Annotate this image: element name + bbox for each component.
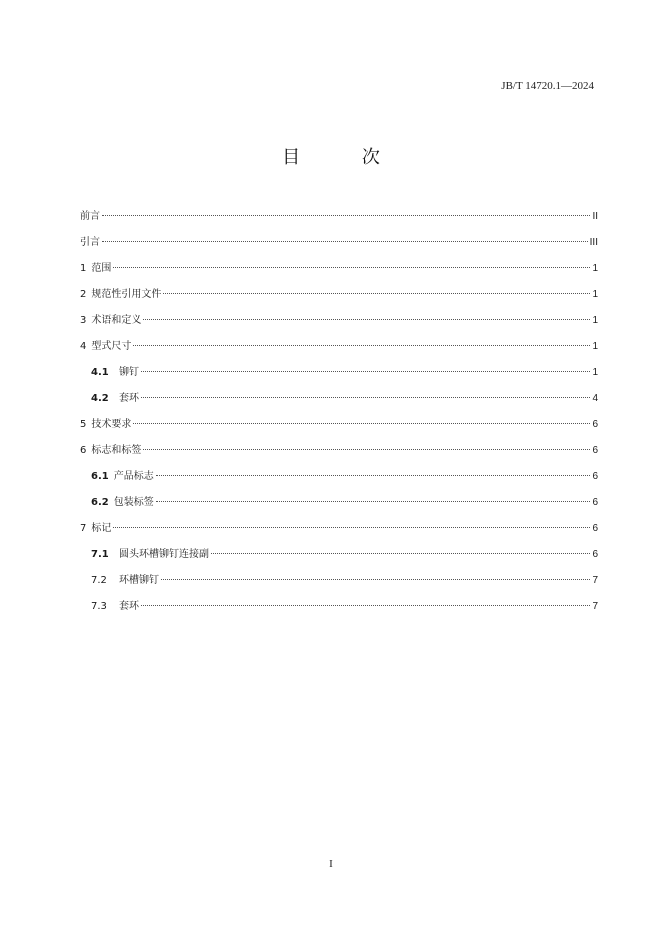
toc-entry-text: 标志和标签 [91,445,142,456]
toc-entry-number: 3 [80,315,87,326]
toc-leader-dots [211,553,590,554]
toc-entry-page: 6 [592,549,598,560]
toc-entry-6-1[interactable] [80,464,598,490]
toc-entry-page: 7 [592,575,598,586]
toc-entry-page: 7 [592,601,598,612]
toc-leader-dots [156,475,591,476]
toc-entry-page: 6 [592,445,598,456]
toc-entry-2[interactable] [80,282,598,308]
document-code: JB/T 14720.1—2024 [501,80,594,92]
toc-leader-dots [156,501,591,502]
toc-entry-text: 标记 [91,523,112,534]
toc-entry-text: 套环 [119,393,139,404]
toc-entry-page: 4 [592,393,598,404]
toc-leader-dots [143,319,590,320]
toc-entry-number: 4 [80,341,87,352]
toc-entry-number: 4.1 [91,367,109,378]
toc-entry-text: 规范性引用文件 [91,289,162,300]
toc-entry-number: 1 [80,263,87,274]
toc-entry-number: 7 [80,523,87,534]
toc-entry-7-1[interactable] [80,542,598,568]
toc-leader-dots [141,605,590,606]
toc-leader-dots [133,345,590,346]
toc-entry-page: 1 [592,367,598,378]
toc-entry-text: 套环 [119,601,139,612]
toc-entry-number: 6.1 [91,471,109,482]
toc-entry-7-3[interactable] [80,594,598,620]
toc-entry-page: III [589,237,598,248]
toc-entry-number: 7.1 [91,549,109,560]
toc-entry-text: 环槽铆钉 [119,575,159,586]
toc-entry-number: 2 [80,289,87,300]
toc-leader-dots [141,397,590,398]
toc-entry-4-1[interactable] [80,360,598,386]
toc-entry-6-2[interactable] [80,490,598,516]
toc-entry-text: 前言 [80,211,100,222]
toc-entry-text: 引言 [80,237,100,248]
page-number: I [329,858,333,870]
toc-entry-page: 1 [592,341,598,352]
toc-entry-text: 产品标志 [113,471,154,482]
toc-entry-number: 5 [80,419,87,430]
toc-entry-number: 7.3 [91,601,107,612]
toc-entry-introduction[interactable] [80,230,598,256]
toc-entry-1[interactable] [80,256,598,282]
toc-entry-page: 1 [592,263,598,274]
toc-entry-5[interactable] [80,412,598,438]
toc-entry-text: 圆头环槽铆钉连接副 [119,549,209,560]
toc-leader-dots [133,423,590,424]
toc-entry-7-2[interactable] [80,568,598,594]
toc-entry-text: 型式尺寸 [91,341,132,352]
toc-list [80,204,598,620]
toc-entry-number: 4.2 [91,393,109,404]
toc-entry-page: 6 [592,497,598,508]
toc-entry-3[interactable] [80,308,598,334]
toc-leader-dots [113,527,590,528]
toc-entry-number: 6 [80,445,87,456]
toc-entry-text: 包装标签 [113,497,154,508]
toc-leader-dots [141,371,590,372]
toc-entry-number: 7.2 [91,575,107,586]
toc-leader-dots [102,241,588,242]
toc-leader-dots [161,579,590,580]
toc-entry-number: 6.2 [91,497,109,508]
toc-title: 目 次 [282,147,408,168]
toc-leader-dots [102,215,590,216]
toc-entry-4[interactable] [80,334,598,360]
toc-entry-page: 6 [592,471,598,482]
toc-entry-6[interactable] [80,438,598,464]
toc-entry-page: 1 [592,289,598,300]
toc-entry-page: 6 [592,523,598,534]
toc-entry-foreword[interactable] [80,204,598,230]
toc-leader-dots [113,267,590,268]
toc-entry-text: 铆钉 [119,367,139,378]
toc-entry-text: 范围 [91,263,112,274]
toc-entry-page: II [592,211,598,222]
toc-entry-4-2[interactable] [80,386,598,412]
toc-entry-page: 6 [592,419,598,430]
toc-entry-text: 技术要求 [91,419,132,430]
toc-entry-page: 1 [592,315,598,326]
toc-leader-dots [143,449,590,450]
toc-entry-7[interactable] [80,516,598,542]
toc-leader-dots [163,293,590,294]
toc-entry-text: 术语和定义 [91,315,142,326]
